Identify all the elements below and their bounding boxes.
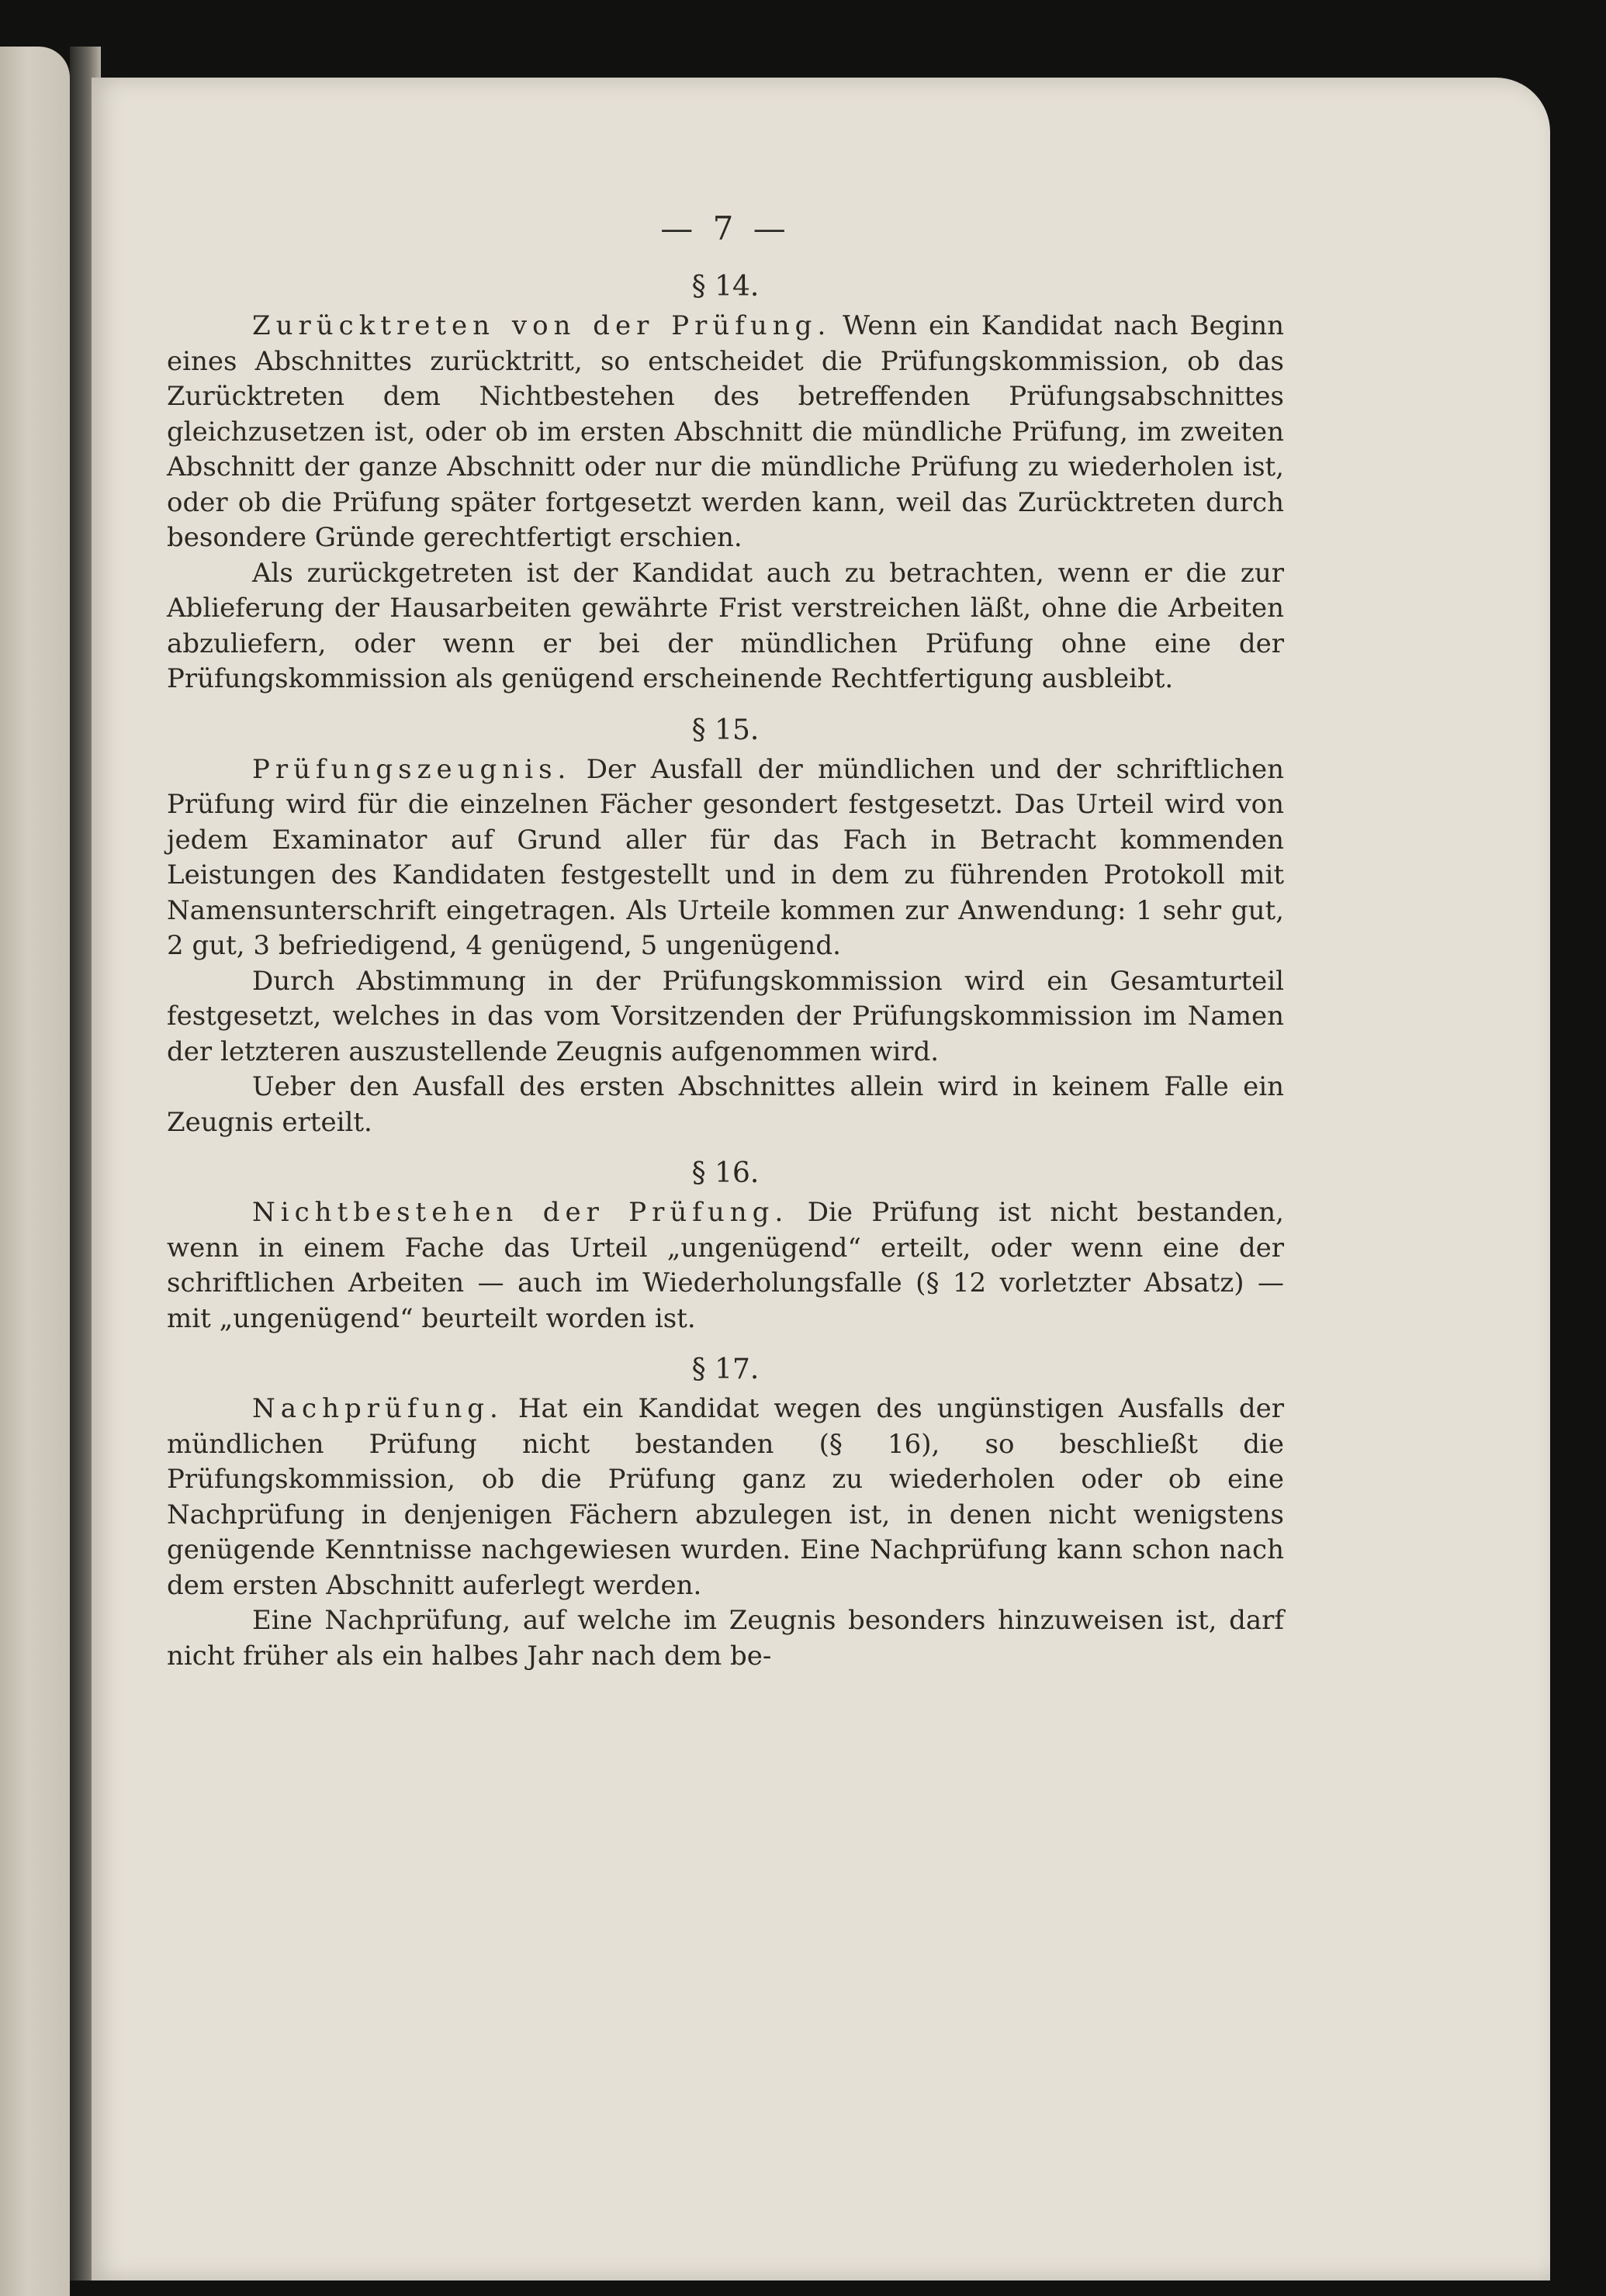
- paragraph-text: Wenn ein Kandidat nach Beginn eines Abschnittes zurücktritt, so entscheidet die Prüfungskommission, ob das Zurücktreten dem Nichtbestehen des betreffenden Prüfungsabschnittes gleichzusetzen ist, oder ob im ersten Abschnitt die mündliche Prüfung, im zweiten Abschnitt der ganze Abschnitt oder nur die mündliche Prüfung zu wiederholen ist, oder ob die Prüfung später fortgesetzt werden kann, weil das Zurücktreten durch besondere Gründe gerechtfertigt erschien.: [167, 310, 1284, 553]
- paragraph: [167, 1195, 1284, 1336]
- paragraph: [167, 752, 1284, 964]
- section-mark: § 15.: [691, 714, 760, 746]
- page-content: [167, 124, 1284, 1674]
- paragraph-text: Die Prüfung ist nicht bestanden, wenn in einem Fache das Urteil „ungenügend“ erteilt, oder wenn eine der schriftlichen Arbeiten — auch im Wiederholungsfalle (§ 12 vorletzter Absatz) — mit „ungenügend“ beurteilt worden ist.: [167, 1197, 1284, 1334]
- section-mark: § 14.: [691, 271, 760, 303]
- paragraph: Eine Nachprüfung, auf welche im Zeugnis besonders hinzuweisen ist, darf nicht früher als ein halbes Jahr nach dem be-: [167, 1605, 1284, 1672]
- paragraph: Ueber den Ausfall des ersten Abschnittes allein wird in keinem Falle ein Zeugnis erteilt.: [167, 1071, 1284, 1138]
- section-mark: § 16.: [691, 1157, 760, 1189]
- section-heading: Prüfungszeugnis.: [252, 753, 572, 785]
- paragraph: Durch Abstimmung in der Prüfungskommission wird ein Gesamturteil festgesetzt, welches in das vom Vorsitzenden der Prüfungskommission im Namen der letzteren auszustellende Zeugnis aufgenommen wird.: [167, 965, 1284, 1067]
- section-17: [167, 1354, 1284, 1674]
- section-heading: Nachprüfung.: [252, 1393, 504, 1424]
- paragraph: Als zurückgetreten ist der Kandidat auch zu betrachten, wenn er die zur Ablieferung der Hausarbeiten gewährte Frist verstreichen läßt, ohne die Arbeiten abzuliefern, oder wenn er bei der mündlichen Prüfung ohne eine der Prüfungskommission als genügend erscheinende Rechtfertigung ausbleibt.: [167, 557, 1284, 694]
- page-number: — 7 —: [660, 209, 791, 247]
- section-16: [167, 1157, 1284, 1336]
- paragraph-text: Der Ausfall der mündlichen und der schriftlichen Prüfung wird für die einzelnen Fächer gesondert festgesetzt. Das Urteil wird von jedem Examinator auf Grund aller für das Fach in Betracht kommenden Leistungen des Kandidaten festgestellt und in dem zu führenden Protokoll mit Namensunterschrift eingetragen. Als Urteile kommen zur Anwendung: 1 sehr gut, 2 gut, 3 befriedigend, 4 genügend, 5 ungenügend.: [167, 753, 1284, 961]
- paragraph-text: Hat ein Kandidat wegen des ungünstigen Ausfalls der mündlichen Prüfung nicht bestanden (§ 16), so beschließt die Prüfungskommission, ob die Prüfung ganz zu wiederholen oder ob eine Nachprüfung in denjenigen Fächern abzulegen ist, in denen nicht wenigstens genügende Kenntnisse nachgewiesen wurden. Eine Nachprüfung kann schon nach dem ersten Abschnitt auferlegt werden.: [167, 1393, 1284, 1601]
- section-14: [167, 271, 1284, 697]
- section-15: [167, 714, 1284, 1141]
- section-heading: Nichtbestehen der Prüfung.: [252, 1197, 789, 1228]
- left-page-edge: [0, 47, 70, 2296]
- paragraph: [167, 1392, 1284, 1603]
- section-heading: Zurücktreten von der Prüfung.: [252, 310, 832, 341]
- section-mark: § 17.: [691, 1354, 760, 1385]
- paragraph: [167, 309, 1284, 556]
